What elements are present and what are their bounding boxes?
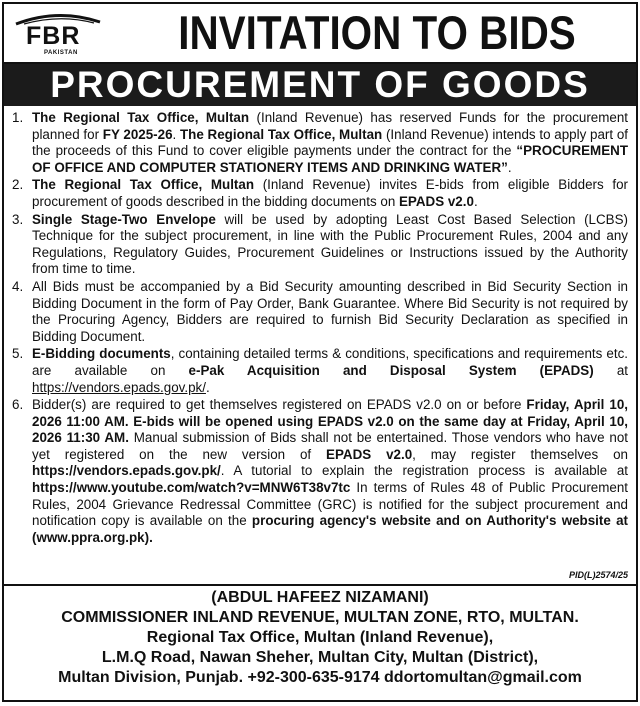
clause-number: 6. xyxy=(12,397,24,413)
clause-text-part: In terms of Rules 48 of Public Procurement Rules, 2004 Grievance Redressal Committee (GRC) is notified for the subject procurement and notification copy is available on the xyxy=(32,480,628,529)
clause-text-part: (Inland Revenue) invites E-bids from eligible Bidders for procurement of goods described in the bidding documents on xyxy=(32,177,629,209)
clause-text-bold: EPADS v2.0 xyxy=(399,193,474,209)
clause-text-part: . A tutorial to explain the registration process is available at xyxy=(220,463,628,479)
clause-6 xyxy=(12,397,628,546)
clause-text-bold: The Regional Tax Office, Multan xyxy=(32,177,255,193)
clause-text-bold: procuring agency's website and on Authority's website at xyxy=(251,513,628,529)
ppra-website-link[interactable]: www.ppra.org.pk xyxy=(36,529,145,545)
clause-text-bold: ( xyxy=(32,529,37,545)
clause-text xyxy=(32,212,628,278)
fbr-logo xyxy=(12,10,104,58)
clause-text-part: (Inland Revenue) has reserved Funds for the procurement planned for xyxy=(32,110,629,142)
clause-text-part: , containing detailed terms & conditions, specifications and requirements etc. are available on xyxy=(32,346,628,378)
clause-text-bold: ). xyxy=(144,529,153,545)
office-name: Regional Tax Office, Multan (Inland Revenue), xyxy=(146,629,494,646)
clause-text xyxy=(32,110,628,176)
clause-text xyxy=(32,397,628,546)
clause-text-part: . xyxy=(172,126,180,142)
clause-number: 1. xyxy=(12,110,24,125)
pid-reference: PID(L)2574/25 xyxy=(568,570,628,580)
clause-text-part: Manual submission of Bids shall not be entertained. Those vendors who have not yet registered on the new version of xyxy=(32,430,628,462)
epads-register-link[interactable]: https://vendors.epads.gov.pk/ xyxy=(32,463,221,479)
clause-number: 4. xyxy=(12,278,24,294)
clause-text-bold: The Regional Tax Office, Multan xyxy=(32,110,250,125)
clause-4 xyxy=(12,279,628,345)
clause-2 xyxy=(12,177,628,210)
signature-block xyxy=(4,584,636,700)
clause-text-bold: e-Pak Acquisition and Disposal System (EPADS) xyxy=(188,362,594,378)
clause-text-bold: The Regional Tax Office, Multan xyxy=(180,126,383,142)
clause-text-bold: EPADS v2.0 xyxy=(326,446,413,462)
logo-subtext: PAKISTAN xyxy=(44,50,78,56)
clause-text-bold: E-Bidding documents xyxy=(32,346,171,362)
clause-5 xyxy=(12,346,628,396)
clause-text: All Bids must be accompanied by a Bid Security amounting described in Bid Security Section in Bidding Document in the form of Pay Order, Bank Guarantee. Where Bid Security is not required by the Procuring Agency, Bidders are required to furnish Bid Security Declaration as specified in Bidding Document. xyxy=(32,278,628,344)
clause-number: 5. xyxy=(12,346,24,362)
clause-text-bold: FY 2025-26 xyxy=(102,126,173,142)
epads-vendors-link[interactable]: https://vendors.epads.gov.pk/ xyxy=(32,379,206,395)
clause-text-part: . xyxy=(507,159,512,175)
clause-text-part: . xyxy=(473,193,478,209)
contact-details: Multan Division, Punjab. +92-300-635-9174 ddortomultan@gmail.com xyxy=(58,669,582,686)
clause-number: 2. xyxy=(12,177,24,193)
clause-3 xyxy=(12,212,628,278)
clause-text-part: Bidder(s) are required to get themselves registered on EPADS v2.0 on or before xyxy=(32,397,527,413)
clause-text-bold: “PROCUREMENT OF OFFICE AND COMPUTER STATIONERY ITEMS AND DRINKING WATER” xyxy=(32,143,628,175)
clause-text-part: (Inland Revenue) intends to apply part of the proceeds of this Fund to cover eligible payments under the contract for the xyxy=(32,126,628,159)
clause-number: 3. xyxy=(12,211,24,227)
clause-text-part: will be used by adopting Least Cost Based Selection (LCBS) Technique for the subject procurement, in line with the Public Procurement Rules, 2004 and any Regulations, Regulatory Guides, Procurement Guidelines or Instructions issued by the Authority from time to time. xyxy=(32,211,628,277)
clause-text xyxy=(32,177,628,210)
logo-text: FBR xyxy=(26,22,81,50)
header xyxy=(4,4,636,64)
signatory-designation: COMMISSIONER INLAND REVENUE, MULTAN ZONE, RTO, MULTAN. xyxy=(61,609,579,626)
clause-text-part: , may register themselves on xyxy=(412,446,628,462)
notice-page xyxy=(2,2,638,702)
clauses-list xyxy=(4,106,636,546)
subtitle-band: PROCUREMENT OF GOODS xyxy=(4,64,636,106)
clause-text-part: at xyxy=(593,362,628,378)
youtube-tutorial-link[interactable]: https://www.youtube.com/watch?v=MNW6T38v7tc xyxy=(32,480,351,496)
clause-text-part: . xyxy=(205,379,210,395)
page-title: INVITATION TO BIDS xyxy=(178,6,576,59)
clause-1 xyxy=(12,110,628,176)
signatory-name: (ABDUL HAFEEZ NIZAMANI) xyxy=(211,589,429,606)
clause-text-bold: Single Stage-Two Envelope xyxy=(32,211,216,227)
clause-text xyxy=(32,346,628,396)
office-address: L.M.Q Road, Nawan Sheher, Multan City, Multan (District), xyxy=(101,649,539,666)
clause-text-bold: Friday, April 10, 2026 11:00 AM. E-bids will be opened using EPADS v2.0 on the same day at Friday, April 10, 2026 11:30 AM. xyxy=(32,397,628,446)
